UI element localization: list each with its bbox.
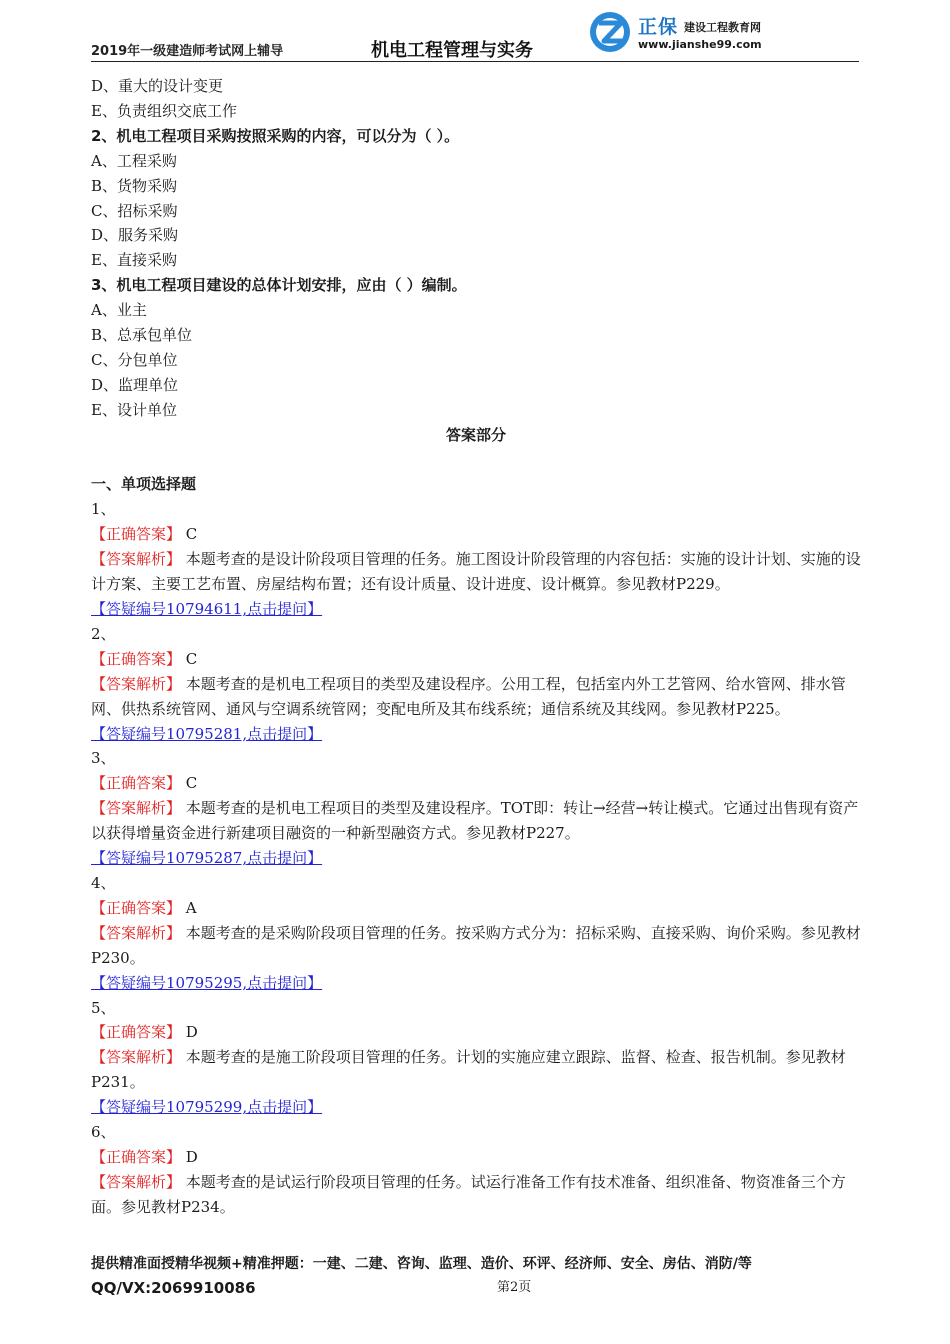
footer-contact: QQ/VX:2069910086	[91, 1279, 256, 1297]
header-subject-title: 机电工程管理与实务	[371, 40, 533, 61]
correct-answer-label: 【正确答案】	[91, 1023, 182, 1042]
page-number: 第2页	[497, 1280, 532, 1295]
answer-5-correct	[91, 1020, 861, 1045]
correct-answer-label: 【正确答案】	[91, 1147, 182, 1166]
q1-option-d: D、重大的设计变更	[91, 77, 224, 95]
answer-1-correct	[91, 522, 861, 547]
answer-3-number: 3、	[91, 749, 116, 768]
answer-4-correct	[91, 896, 861, 921]
answer-2-analysis	[91, 672, 861, 722]
analysis-label: 【答案解析】	[91, 1172, 182, 1191]
answer-5-question-link[interactable]: 【答疑编号10795299,点击提问】	[91, 1098, 323, 1117]
analysis-label: 【答案解析】	[91, 1048, 182, 1067]
answer-5-analysis	[91, 1045, 861, 1095]
q3-option-c: C、分包单位	[91, 350, 178, 369]
answers-section-title: 答案部分	[445, 425, 506, 444]
analysis-text: 本题考查的是机电工程项目的类型及建设程序。公用工程，包括室内外工艺管网、给水管网、排水管网、供热系统管网、通风与空调系统管网；变配电所及其布线系统；通信系统及其线网。参见教材P225。	[91, 674, 846, 718]
answer-2-number: 2、	[91, 624, 116, 643]
q3-option-a: A、业主	[91, 301, 147, 320]
q3-stem: 3、机电工程项目建设的总体计划安排，应由（ ）编制。	[91, 276, 467, 295]
q2-option-d: D、服务采购	[91, 226, 179, 245]
answer-3-analysis	[91, 796, 861, 846]
analysis-text: 本题考查的是采购阶段项目管理的任务。按采购方式分为：招标采购、直接采购、询价采购。参见教材P230。	[91, 923, 861, 967]
answer-2-correct	[91, 647, 861, 672]
q3-option-e: E、设计单位	[91, 400, 177, 419]
analysis-label: 【答案解析】	[91, 550, 182, 569]
q2-option-e: E、直接采购	[91, 251, 177, 270]
q3-option-b: B、总承包单位	[91, 326, 193, 345]
footer-promo: 提供精准面授精华视频+精准押题：一建、二建、咨询、监理、造价、环评、经济师、安全、房估、消防/等	[91, 1256, 752, 1272]
analysis-label: 【答案解析】	[91, 799, 182, 818]
q3-option-d: D、监理单位	[91, 375, 179, 394]
q2-option-b: B、货物采购	[91, 176, 178, 195]
analysis-label: 【答案解析】	[91, 923, 182, 942]
logo-swirl-icon	[588, 10, 632, 54]
page-header	[91, 0, 859, 62]
header-exam-title: 2019年一级建造师考试网上辅导	[91, 44, 284, 59]
correct-answer-label: 【正确答案】	[91, 898, 182, 917]
answer-5-number: 5、	[91, 998, 116, 1017]
answers-subsection-title: 一、单项选择题	[91, 475, 197, 494]
answer-2-question-link[interactable]: 【答疑编号10795281,点击提问】	[91, 724, 323, 743]
q1-option-e: E、负责组织交底工作	[91, 101, 237, 120]
answer-1-number: 1、	[91, 500, 116, 519]
correct-answer-value: C	[185, 649, 198, 668]
correct-answer-label: 【正确答案】	[91, 649, 182, 668]
document-body	[91, 74, 861, 1220]
logo-url: www.jianshe99.com	[638, 38, 762, 51]
answer-3-question-link[interactable]: 【答疑编号10795287,点击提问】	[91, 849, 323, 868]
answer-4-question-link[interactable]: 【答疑编号10795295,点击提问】	[91, 973, 323, 992]
correct-answer-label: 【正确答案】	[91, 774, 182, 793]
q2-stem: 2、机电工程项目采购按照采购的内容，可以分为（ ）。	[91, 126, 460, 145]
q2-option-c: C、招标采购	[91, 201, 178, 220]
footer-contact-row	[91, 1276, 871, 1300]
page-footer	[91, 1252, 871, 1300]
analysis-text: 本题考查的是设计阶段项目管理的任务。施工图设计阶段管理的内容包括：实施的设计计划、实施的设计方案、主要工艺布置、房屋结构布置；还有设计质量、设计进度、设计概算。参见教材P229。	[91, 550, 861, 594]
analysis-text: 本题考查的是试运行阶段项目管理的任务。试运行准备工作有技术准备、组织准备、物资准备三个方面。参见教材P234。	[91, 1172, 846, 1216]
logo-brand-text: 正保	[638, 16, 679, 38]
answer-4-number: 4、	[91, 873, 116, 892]
brand-logo	[588, 8, 788, 54]
correct-answer-value: A	[185, 898, 197, 917]
correct-answer-value: D	[185, 1147, 198, 1166]
analysis-label: 【答案解析】	[91, 674, 182, 693]
answer-4-analysis	[91, 921, 861, 971]
correct-answer-label: 【正确答案】	[91, 525, 182, 544]
q2-option-a: A、工程采购	[91, 151, 177, 170]
analysis-text: 本题考查的是机电工程项目的类型及建设程序。TOT即：转让→经营→转让模式。它通过出售现有资产以获得增量资金进行新建项目融资的一种新型融资方式。参见教材P227。	[91, 799, 859, 843]
correct-answer-value: C	[185, 774, 198, 793]
correct-answer-value: D	[185, 1023, 198, 1042]
spacer	[91, 448, 861, 473]
logo-subtitle: 建设工程教育网	[684, 21, 761, 34]
correct-answer-value: C	[185, 525, 198, 544]
analysis-text: 本题考查的是施工阶段项目管理的任务。计划的实施应建立跟踪、监督、检查、报告机制。参见教材P231。	[91, 1048, 846, 1092]
answer-1-analysis	[91, 547, 861, 597]
answer-3-correct	[91, 771, 861, 796]
answer-6-number: 6、	[91, 1123, 116, 1142]
answer-1-question-link[interactable]: 【答疑编号10794611,点击提问】	[91, 600, 323, 619]
answer-6-analysis	[91, 1170, 861, 1220]
answer-6-correct	[91, 1145, 861, 1170]
